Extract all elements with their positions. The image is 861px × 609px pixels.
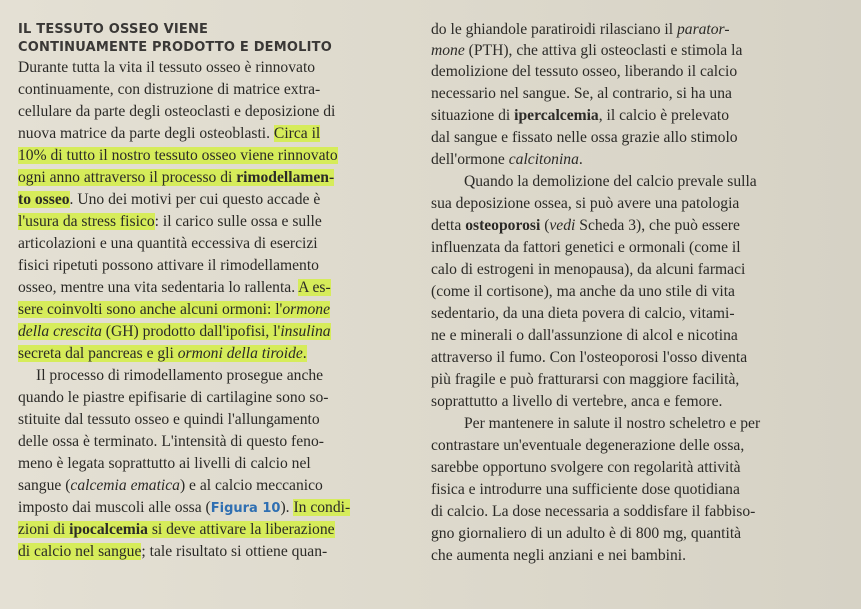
left-line: continuamente, con distruzione di matrice extra- xyxy=(18,81,321,98)
right-line: (come il cortisone), ma anche da uno stile di vita xyxy=(431,283,735,300)
left-line xyxy=(18,168,334,188)
right-text: . xyxy=(578,151,583,168)
highlighted-italic-term: della crescita xyxy=(18,323,102,340)
highlighted-text: (GH) prodotto dall'ipofisi, l' xyxy=(101,323,281,340)
right-text: , il calcio è prelevato xyxy=(598,107,730,124)
right-line: necessario nel sangue. Se, al contrario, si ha una xyxy=(431,85,732,102)
right-text: do le ghiandole paratiroidi rilasciano il xyxy=(431,21,677,38)
right-line: gno giornaliero di un adulto è di 800 mg, quantità xyxy=(431,525,742,542)
right-line xyxy=(431,216,740,236)
highlighted-text: Circa il xyxy=(273,125,321,142)
highlighted-text: In condi- xyxy=(293,499,351,516)
left-line xyxy=(18,498,350,519)
left-text: nuova matrice da parte degli osteoblasti. xyxy=(18,125,274,142)
italic-term: mone xyxy=(431,42,465,59)
right-line: contrastare un'eventuale degenerazione delle ossa, xyxy=(431,437,745,454)
section-heading-line-1: IL TESSUTO OSSEO VIENE xyxy=(18,22,209,37)
left-line xyxy=(18,124,320,144)
highlighted-bold-term: ipocalcemia xyxy=(69,521,148,538)
right-line: attraverso il fumo. Con l'osteoporosi l'osso diventa xyxy=(431,349,748,366)
highlighted-text: di calcio nel sangue xyxy=(18,543,142,560)
left-line xyxy=(18,344,307,364)
right-line: sua deposizione ossea, si può avere una patologia xyxy=(431,195,740,212)
left-text: sangue ( xyxy=(18,477,71,494)
left-line: meno è legata soprattutto ai livelli di calcio nel xyxy=(18,455,311,472)
right-line-paragraph-start: Quando la demolizione del calcio prevale sulla xyxy=(464,173,757,190)
right-line xyxy=(431,106,729,126)
right-line: più fragile e può fratturarsi con maggiore facilità, xyxy=(431,371,740,388)
right-line: soprattutto a livello di vertebre, anca e femore. xyxy=(431,393,723,410)
italic-term: calcemia ematica xyxy=(70,477,180,494)
right-line: fisica e introdurre una sufficiente dose quotidiana xyxy=(431,481,740,498)
highlighted-text: ogni anno attraverso il processo di xyxy=(18,169,237,186)
highlighted-bold-term: rimodellamen- xyxy=(236,169,335,186)
right-text: detta xyxy=(431,217,466,234)
highlighted-text: secreta dal pancreas e gli xyxy=(18,345,178,362)
left-line-paragraph-start: Il processo di rimodellamento prosegue anche xyxy=(36,367,324,384)
left-text: : il carico sulle ossa e sulle xyxy=(154,213,322,230)
right-line: ne e minerali o dall'assunzione di alcol e nicotina xyxy=(431,327,738,344)
left-line xyxy=(18,300,330,320)
figure-reference-link[interactable]: Figura 10 xyxy=(210,501,281,516)
highlighted-italic-term: ormoni della tiroide xyxy=(177,345,303,362)
highlighted-text: si deve attivare la liberazione xyxy=(147,521,335,538)
left-text: ). xyxy=(280,499,294,516)
left-line xyxy=(18,190,320,210)
left-line xyxy=(18,212,322,232)
left-line xyxy=(18,476,323,496)
bold-term: osteoporosi xyxy=(465,217,541,234)
highlighted-text: zioni di xyxy=(18,521,70,538)
right-line: di calcio. La dose necessaria a soddisfare il fabbiso- xyxy=(431,503,756,520)
left-line: fisici ripetuti possono attivare il rimodellamento xyxy=(18,257,319,274)
left-line xyxy=(18,322,331,342)
right-text: situazione di xyxy=(431,107,515,124)
right-line-paragraph-start: Per mantenere in salute il nostro scheletro e per xyxy=(464,415,761,432)
left-line: cellulare da parte degli osteoclasti e deposizione di xyxy=(18,103,336,120)
highlighted-text: l'usura da stress fisico xyxy=(18,213,155,230)
highlighted-italic-term: insulina xyxy=(280,323,331,340)
left-line xyxy=(18,542,327,562)
italic-term: parator- xyxy=(676,21,730,38)
italic-term: vedi xyxy=(549,217,576,234)
highlighted-bold-term: to osseo xyxy=(18,191,70,208)
highlighted-italic-term: ormone xyxy=(282,301,331,318)
right-line: dal sangue e fissato nelle ossa grazie allo stimolo xyxy=(431,129,738,146)
right-line: calo di estrogeni in menopausa), da alcuni farmaci xyxy=(431,261,746,278)
left-line xyxy=(18,146,338,166)
right-line: demolizione del tessuto osseo, liberando il calcio xyxy=(431,63,738,80)
right-line: sarebbe opportuno svolgere con regolarità attività xyxy=(431,459,741,476)
highlighted-text: sere coinvolti sono anche alcuni ormoni: l' xyxy=(18,301,283,318)
left-text: ) e al calcio meccanico xyxy=(179,477,323,494)
right-line xyxy=(431,41,742,61)
italic-term: calcitonina xyxy=(508,151,579,168)
left-text: osseo, mentre una vita sedentaria lo rallenta. xyxy=(18,279,299,296)
left-text: . Uno dei motivi per cui questo accade è xyxy=(69,191,321,208)
right-line xyxy=(431,150,583,170)
highlighted-text: A es- xyxy=(298,279,331,296)
right-text: ( xyxy=(540,217,550,234)
left-line: quando le piastre epifisarie di cartilagine sono so- xyxy=(18,389,329,406)
right-line: che aumenta negli anziani e nei bambini. xyxy=(431,547,687,564)
highlighted-text: . xyxy=(302,345,307,362)
right-line: influenzata da fattori genetici e ormonali (come il xyxy=(431,239,741,256)
right-text: (PTH), che attiva gli osteoclasti e stimola la xyxy=(464,42,743,59)
left-line: articolazioni e una quantità eccessiva di esercizi xyxy=(18,235,318,252)
section-heading-line-2: CONTINUAMENTE PRODOTTO E DEMOLITO xyxy=(18,40,332,55)
right-text: Scheda 3), che può essere xyxy=(575,217,740,234)
left-line xyxy=(18,520,335,540)
highlighted-text: 10% di tutto il nostro tessuto osseo viene rinnovato xyxy=(18,147,338,164)
left-line: stituite dal tessuto osseo e quindi l'allungamento xyxy=(18,411,320,428)
left-text: ; tale risultato si ottiene quan- xyxy=(141,543,328,560)
bold-term: ipercalcemia xyxy=(514,107,599,124)
left-line: Durante tutta la vita il tessuto osseo è rinnovato xyxy=(18,59,316,76)
left-line xyxy=(18,278,331,298)
right-text: dell'ormone xyxy=(431,151,509,168)
left-text: imposto dai muscoli alle ossa ( xyxy=(18,499,211,516)
right-line xyxy=(431,20,730,40)
left-line: delle ossa è terminato. L'intensità di questo feno- xyxy=(18,433,324,450)
right-line: sedentario, da una dieta povera di calcio, vitami- xyxy=(431,305,735,322)
